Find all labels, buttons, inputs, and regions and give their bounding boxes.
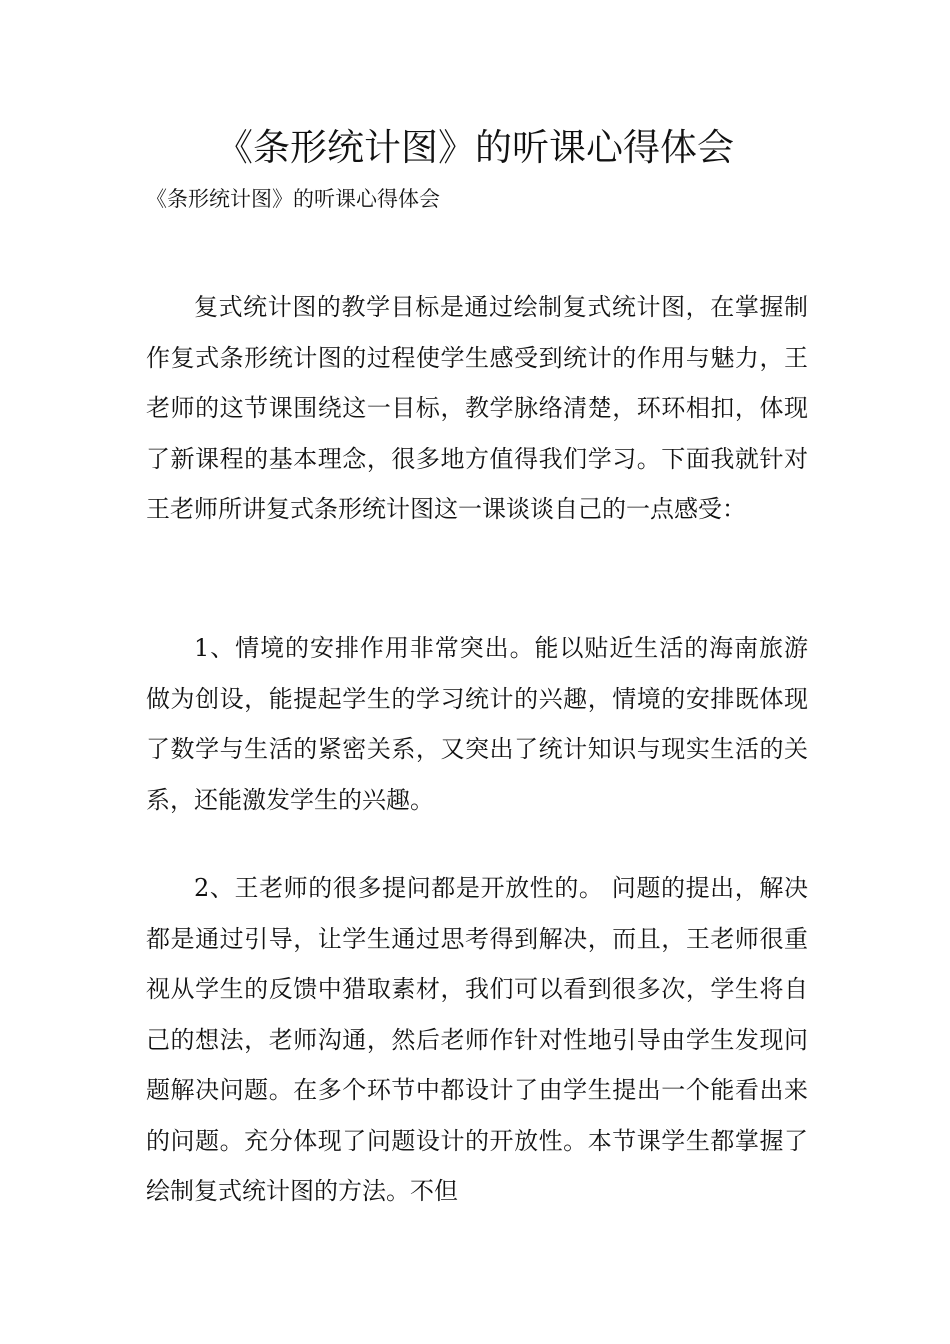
document-subtitle: 《条形统计图》的听课心得体会 xyxy=(146,187,440,211)
paragraph-intro: 复式统计图的教学目标是通过绘制复式统计图，在掌握制作复式条形统计图的过程使学生感受到统计的作用与魅力，王老师的这节课围绕这一目标，教学脉络清楚，环环相扣，体现了新课程的基本理念，很多地方值得我们学习。下面我就针对王老师所讲复式条形统计图这一课谈谈自己的一点感受： xyxy=(146,293,808,523)
document-title: 《条形统计图》的听课心得体会 xyxy=(216,126,734,169)
paragraph-point-2: 2、王老师的很多提问都是开放性的。 问题的提出，解决都是通过引导，让学生通过思考得到解决，而且，王老师很重视从学生的反馈中猎取素材，我们可以看到很多次，学生将自己的想法，老师沟通，然后老师作针对性地引导由学生发现问题解决问题。在多个环节中都设计了由学生提出一个能看出来的问题。充分体现了问题设计的开放性。本节课学生都掌握了绘制复式统计图的方法。不但 xyxy=(146,874,808,1205)
paragraph-point-1: 1、情境的安排作用非常突出。能以贴近生活的海南旅游做为创设，能提起学生的学习统计的兴趣，情境的安排既体现了数学与生活的紧密关系，又突出了统计知识与现实生活的关系，还能激发学生的兴趣。 xyxy=(146,634,808,814)
